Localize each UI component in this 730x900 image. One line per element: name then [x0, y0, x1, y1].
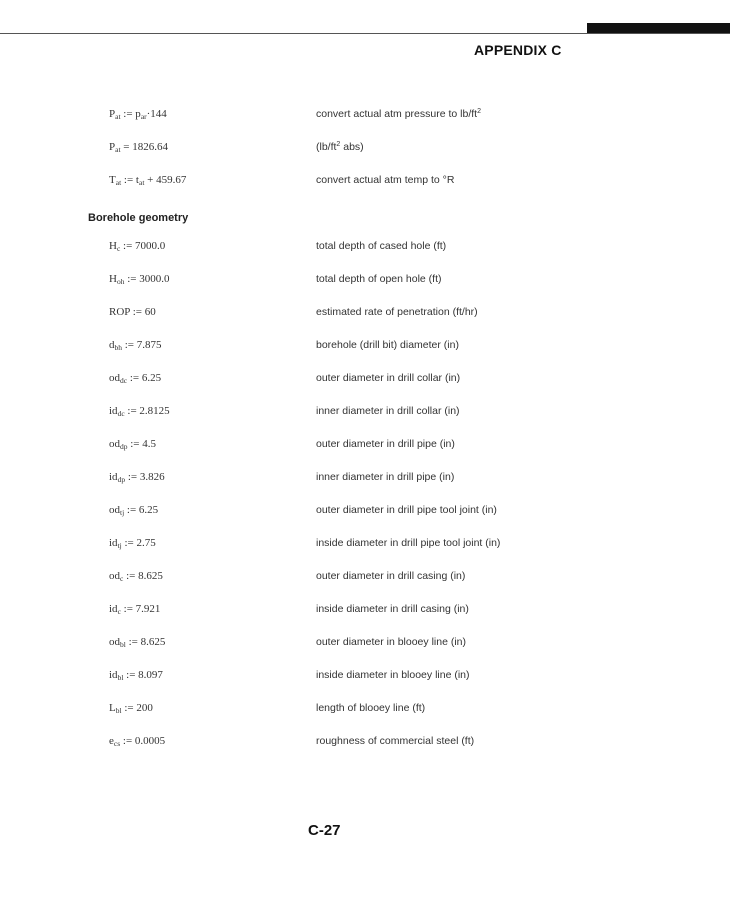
equation-row-rop	[0, 306, 730, 324]
equation-expression: $P_{at}$ := $p_{ar}\cdot 144$	[109, 108, 167, 121]
equation-expression: $L_{bl}$ := 200	[109, 702, 153, 715]
equation-row-ecs	[0, 735, 730, 753]
equation-description: inner diameter in drill collar (in)	[316, 405, 460, 417]
equation-description: convert actual atm pressure to $lb/ft^2$	[316, 108, 481, 120]
equation-description: outer diameter in drill pipe tool joint (in)	[316, 504, 497, 516]
equation-expression: $id_c$ := 7.921	[109, 603, 161, 616]
equation-description: inside diameter in blooey line (in)	[316, 669, 470, 681]
equation-row-idc	[0, 603, 730, 621]
equation-row-oddc	[0, 372, 730, 390]
equation-expression: $od_{dc}$ := 6.25	[109, 372, 162, 385]
equation-expression: $od_{tj}$ := 6.25	[109, 504, 159, 517]
equation-expression: $d_{bh}$ := 7.875	[109, 339, 162, 352]
equation-description: ($lb/ft^2$ abs)	[316, 141, 364, 153]
equation-description: convert actual atm temp to °R	[316, 174, 455, 186]
equation-description: borehole (drill bit) diameter (in)	[316, 339, 459, 351]
equation-description: estimated rate of penetration (ft/hr)	[316, 306, 478, 318]
equation-expression: $H_c$ := 7000.0	[109, 240, 166, 253]
equation-expression: $T_{at}$ := $t_{at} + 459.67$	[109, 174, 187, 187]
equation-description: outer diameter in drill casing (in)	[316, 570, 466, 582]
equation-expression: $id_{bl}$ := 8.097	[109, 669, 163, 682]
equation-description: total depth of open hole (ft)	[316, 273, 442, 285]
equation-row-iddp	[0, 471, 730, 489]
equation-row-lbl	[0, 702, 730, 720]
appendix-title: APPENDIX C	[474, 42, 562, 58]
equation-description: total depth of cased hole (ft)	[316, 240, 447, 252]
equation-expression: $P_{at} = 1826.64$	[109, 141, 169, 154]
equation-row-odtj	[0, 504, 730, 522]
equation-row-hoh	[0, 273, 730, 291]
equation-row-odc	[0, 570, 730, 588]
equation-row-hc	[0, 240, 730, 258]
equation-description: outer diameter in drill pipe (in)	[316, 438, 455, 450]
equation-row-tat-convert	[0, 174, 730, 192]
equation-row-iddc	[0, 405, 730, 423]
equation-expression: $od_{bl}$ := 8.625	[109, 636, 166, 649]
equation-expression: $id_{tj}$ := 2.75	[109, 537, 156, 550]
section-heading: Borehole geometry	[88, 212, 189, 224]
equation-description: inside diameter in drill pipe tool joint (in)	[316, 537, 501, 549]
equation-row-pat-value	[0, 141, 730, 159]
equation-row-idbl	[0, 669, 730, 687]
equation-row-idtj	[0, 537, 730, 555]
equation-description: outer diameter in blooey line (in)	[316, 636, 466, 648]
equation-expression: $od_c$ := 8.625	[109, 570, 163, 583]
equation-description: roughness of commercial steel (ft)	[316, 735, 475, 747]
header-rule	[0, 33, 730, 34]
equation-expression: $id_{dp}$ := 3.826	[109, 471, 165, 484]
equation-row-pat-convert	[0, 108, 730, 126]
page-number: C-27	[308, 822, 341, 839]
equation-row-dbh	[0, 339, 730, 357]
equation-expression: $H_{oh}$ := 3000.0	[109, 273, 170, 286]
equation-expression: $id_{dc}$ := 2.8125	[109, 405, 170, 418]
equation-description: inner diameter in drill pipe (in)	[316, 471, 455, 483]
equation-description: inside diameter in drill casing (in)	[316, 603, 469, 615]
equation-description: length of blooey line (ft)	[316, 702, 426, 714]
equation-expression: $od_{dp}$ := 4.5	[109, 438, 157, 451]
equation-expression: ROP := 60	[109, 306, 156, 318]
equation-description: outer diameter in drill collar (in)	[316, 372, 461, 384]
equation-row-odbl	[0, 636, 730, 654]
equation-row-oddp	[0, 438, 730, 456]
equation-expression: $e_{cs}$ := 0.0005	[109, 735, 166, 748]
